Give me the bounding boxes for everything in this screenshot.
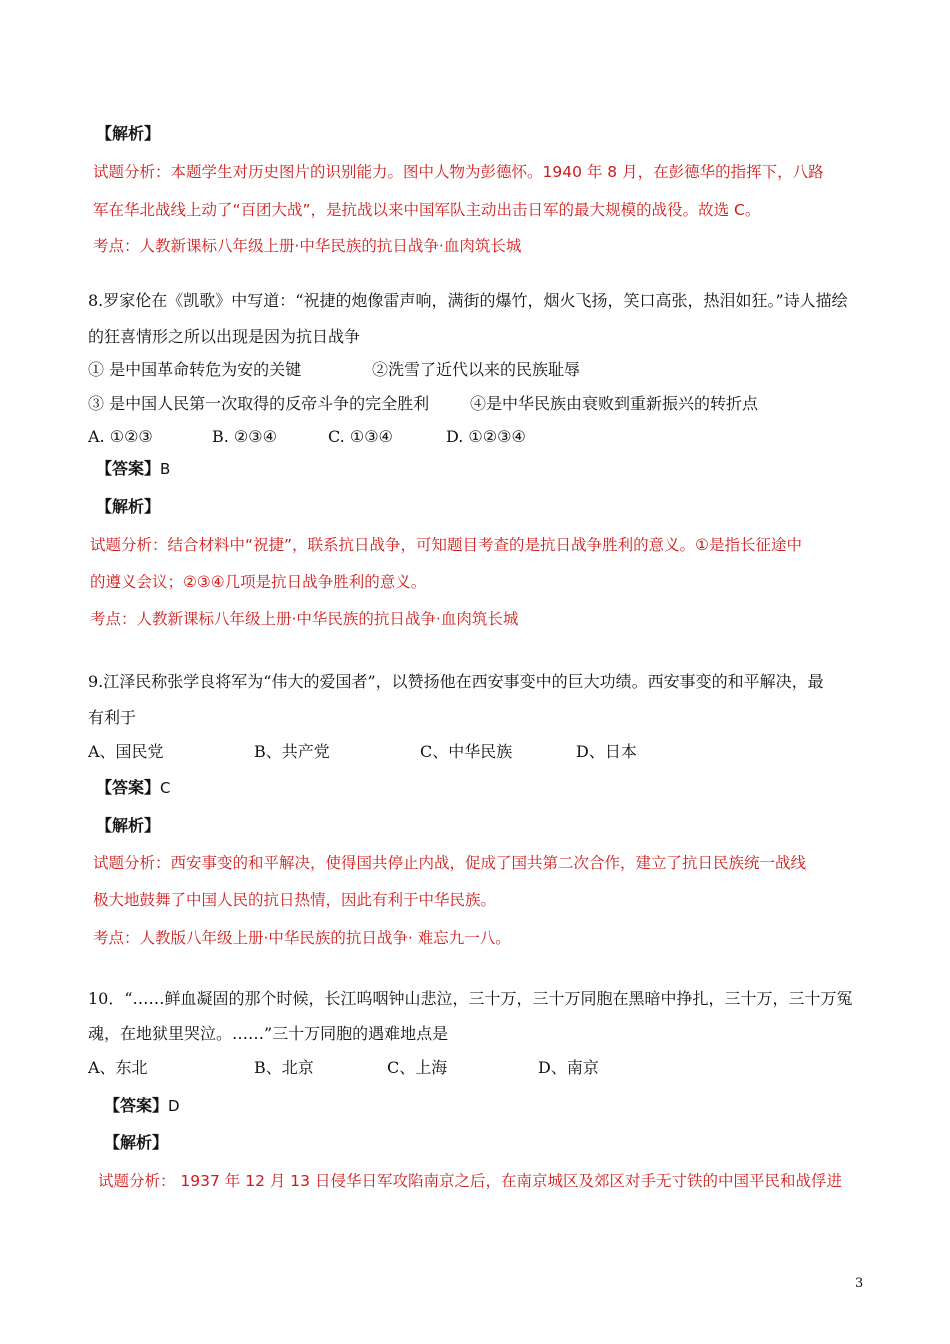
q10-stem-line-1: 10．“……鲜血凝固的那个时候，长江呜咽钟山悲泣，三十万，三十万同胞在黑暗中挣扎，三十万，三十万冤 [88,989,853,1008]
q10-option-c: C、上海 [387,1058,448,1077]
q9-analysis-label: 【解析】 [96,816,161,835]
q8-option-c: C. ①③④ [328,427,393,446]
q8-statement-2: ②洗雪了近代以来的民族耻辱 [372,360,581,379]
q8-stem-line-2: 的狂喜情形之所以出现是因为抗日战争 [88,327,361,346]
q8-option-a: A. ①②③ [88,427,153,446]
q7-analysis-line-1: 试题分析：本题学生对历史图片的识别能力。图中人物为彭德怀。1940 年 8 月，在彭德华的指挥下，八路 [93,163,824,181]
q10-analysis-line-1: 试题分析： 1937 年 12 月 13 日侵华日军攻陷南京之后，在南京城区及郊区对手无寸铁的中国平民和战俘进 [98,1172,842,1190]
q8-answer-label: 【答案】 [96,459,161,478]
q9-analysis-line-2: 极大地鼓舞了中国人民的抗日热情，因此有利于中华民族。 [93,891,497,909]
q9-point: 考点：人教版八年级上册·中华民族的抗日战争· 难忘九一八。 [93,929,511,947]
q9-analysis-line-1: 试题分析：西安事变的和平解决，使得国共停止内战，促成了国共第二次合作，建立了抗日民族统一战线 [93,854,807,872]
q9-stem-line-2: 有利于 [88,708,137,727]
q8-statement-4: ④是中华民族由衰败到重新振兴的转折点 [470,394,759,413]
q8-analysis-line-1: 试题分析：结合材料中“祝捷”，联系抗日战争，可知题目考查的是抗日战争胜利的意义。①是指长征途中 [90,536,802,554]
q8-analysis-line-2: 的遵义会议；②③④几项是抗日战争胜利的意义。 [90,573,427,591]
q8-answer [96,459,170,479]
q10-option-b: B、北京 [254,1058,314,1077]
q8-statement-1: ① 是中国革命转危为安的关键 [88,360,302,379]
q9-option-c: C、中华民族 [420,742,513,761]
q10-answer-label: 【答案】 [104,1096,169,1115]
q8-statement-3: ③ 是中国人民第一次取得的反帝斗争的完全胜利 [88,394,430,413]
q8-stem-line-1: 8.罗家伦在《凯歌》中写道：“祝捷的炮像雷声响，满街的爆竹，烟火飞扬，笑口高张，热泪如狂。”诗人描绘 [88,291,848,310]
q9-answer [96,778,171,798]
q10-analysis-label: 【解析】 [104,1133,169,1152]
q7-point: 考点：人教新课标八年级上册·中华民族的抗日战争·血肉筑长城 [93,237,522,255]
q9-option-b: B、共产党 [254,742,330,761]
q8-analysis-label: 【解析】 [96,497,161,516]
q8-option-d: D. ①②③④ [446,427,526,446]
q9-option-d: D、日本 [576,742,637,761]
q10-option-a: A、东北 [88,1058,148,1077]
q7-analysis-label: 【解析】 [96,124,161,143]
q9-answer-label: 【答案】 [96,778,161,797]
q10-answer [104,1096,180,1116]
q9-option-a: A、国民党 [88,742,164,761]
q9-stem-line-1: 9.江泽民称张学良将军为“伟大的爱国者”，以赞扬他在西安事变中的巨大功绩。西安事变的和平解决，最 [88,672,824,691]
q7-analysis-line-2: 军在华北战线上动了“百团大战”，是抗战以来中国军队主动出击日军的最大规模的战役。故选 C。 [93,201,761,219]
q9-answer-value: C [160,779,171,797]
q10-stem-line-2: 魂，在地狱里哭泣。……”三十万同胞的遇难地点是 [88,1024,449,1043]
q10-option-d: D、南京 [538,1058,599,1077]
q10-answer-value: D [168,1097,180,1115]
q8-answer-value: B [160,460,171,478]
q8-point: 考点：人教新课标八年级上册·中华民族的抗日战争·血肉筑长城 [90,610,519,628]
page-number: 3 [855,1276,864,1291]
q8-option-b: B. ②③④ [212,427,277,446]
